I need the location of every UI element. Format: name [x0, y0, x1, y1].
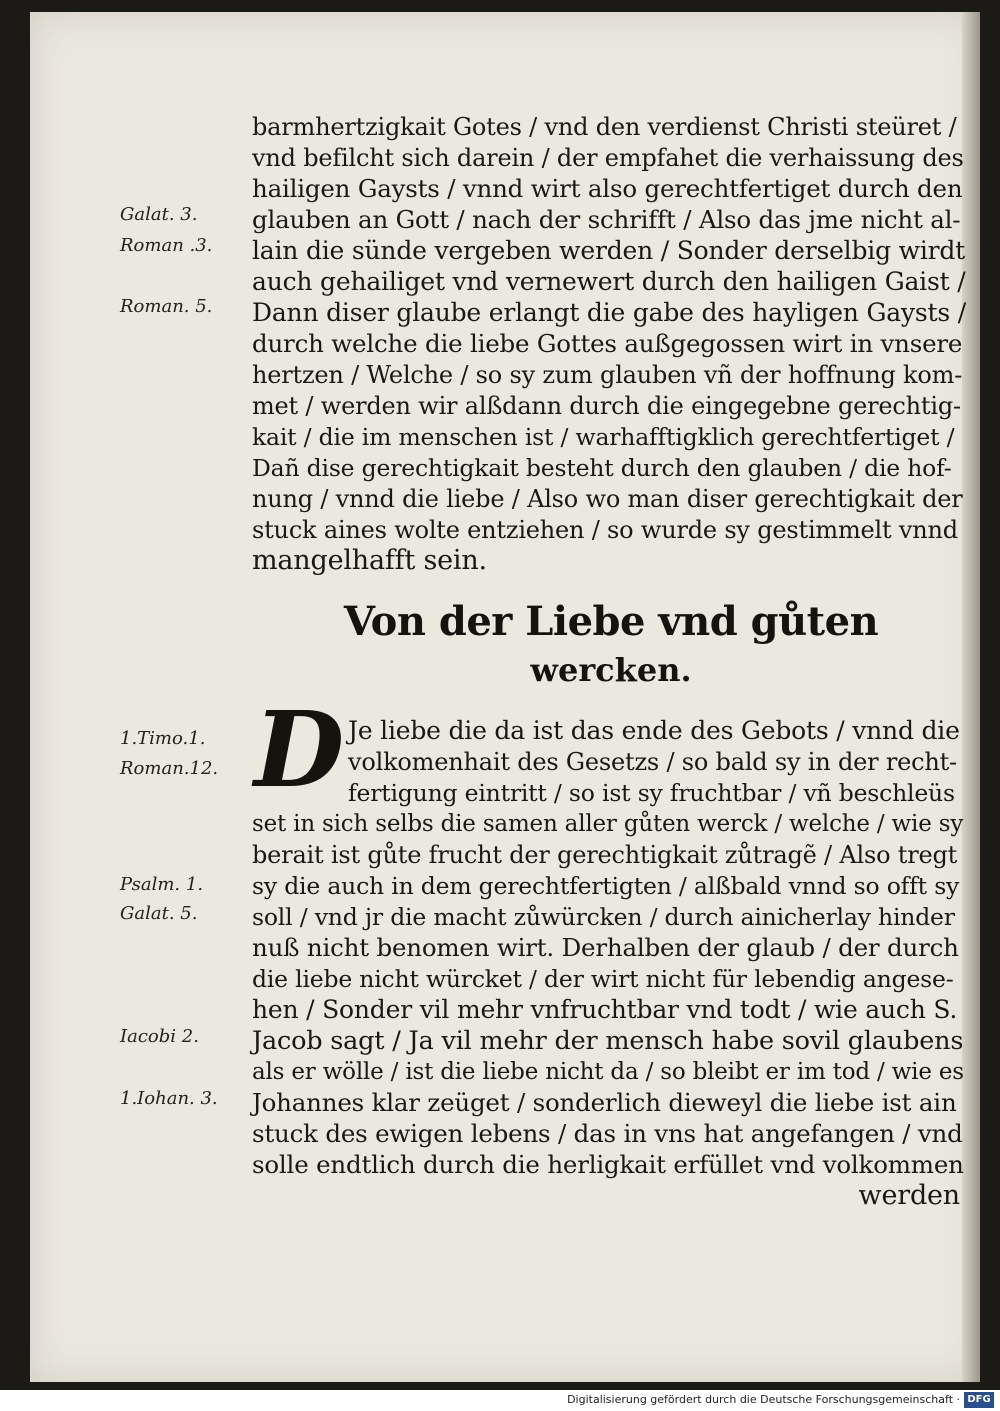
drop-cap-initial: D — [254, 688, 345, 811]
body-line: stuck aines wolte entziehen / so wurde sy gestimmelt vnnd — [252, 516, 958, 544]
footer-bar — [0, 1390, 1000, 1411]
margin-note-iohan-3: 1.Iohan. 3. — [120, 1088, 218, 1109]
margin-note-roman-12: Roman.12. — [120, 758, 219, 779]
body-line: set in sich selbs die samen aller gůten werck / welche / wie sy — [252, 811, 964, 837]
margin-note-timo-1: 1.Timo.1. — [120, 728, 206, 749]
margin-note-iacobi-2: Iacobi 2. — [120, 1026, 199, 1047]
body-line: volkomenhait des Gesetzs / so bald sy in der recht- — [348, 748, 957, 776]
body-line: stuck des ewigen lebens / das in vns hat angefangen / vnd — [252, 1119, 963, 1148]
dfg-logo: DFG — [964, 1392, 994, 1408]
margin-note-galat-3: Galat. 3. — [120, 204, 198, 225]
body-line: vnd befilcht sich darein / der empfahet die verhaissung des — [252, 144, 964, 172]
body-line: Dann diser glaube erlangt die gabe des hayligen Gaysts / — [252, 298, 966, 327]
body-line: die liebe nicht würcket / der wirt nicht für lebendig angese- — [252, 965, 954, 993]
body-line: hailigen Gaysts / vnnd wirt also gerechtfertiget durch den — [252, 174, 963, 203]
body-line: glauben an Gott / nach der schrifft / Also das jme nicht al- — [252, 205, 961, 234]
body-line: Dañ dise gerechtigkait besteht durch den glauben / die hof- — [252, 454, 952, 482]
body-line: solle endtlich durch die herligkait erfüllet vnd volkommen — [252, 1150, 964, 1179]
funding-credit: Digitalisierung gefördert durch die Deutsche Forschungsgemeinschaft · — [567, 1393, 960, 1406]
section-heading-continued: wercken. — [530, 651, 692, 689]
body-line: Je liebe die da ist das ende des Gebots / vnnd die — [348, 716, 960, 745]
body-line: nuß nicht benomen wirt. Derhalben der glaub / der durch — [252, 933, 959, 962]
body-line: met / werden wir alßdann durch die eingegebne gerechtig- — [252, 392, 961, 420]
body-line: sy die auch in dem gerechtfertigten / alßbald vnnd so offt sy — [252, 872, 960, 900]
body-line: berait ist gůte frucht der gerechtigkait zůtragẽ / Also tregt — [252, 841, 958, 869]
body-line: kait / die im menschen ist / warhafftigklich gerechtfertiget / — [252, 423, 955, 451]
margin-note-roman-3: Roman .3. — [120, 235, 213, 256]
body-line: soll / vnd jr die macht zůwürcken / durch ainicherlay hinder — [252, 903, 955, 931]
body-line: lain die sünde vergeben werden / Sonder derselbig wirdt — [252, 236, 966, 265]
body-line: Johannes klar zeüget / sonderlich dieweyl die liebe ist ain — [252, 1088, 957, 1117]
body-line: als er wölle / ist die liebe nicht da / so bleibt er im tod / wie es — [252, 1059, 964, 1085]
page-gutter — [962, 12, 980, 1382]
body-line: barmhertzigkait Gotes / vnd den verdienst Christi steüret / — [252, 113, 957, 141]
body-line: nung / vnnd die liebe / Also wo man diser gerechtigkait der — [252, 485, 963, 513]
body-line: fertigung eintritt / so ist sy fruchtbar / vñ beschleüs — [348, 779, 955, 807]
body-line: hen / Sonder vil mehr vnfruchtbar vnd todt / wie auch S. — [252, 995, 958, 1024]
body-line: Jacob sagt / Ja vil mehr der mensch habe sovil glaubens — [252, 1026, 964, 1056]
body-line: durch welche die liebe Gottes außgegossen wirt in vnsere — [252, 329, 963, 358]
body-line: mangelhafft sein. — [252, 545, 487, 576]
book-page — [30, 12, 980, 1382]
margin-note-psalm-1: Psalm. 1. — [120, 874, 204, 895]
section-heading: Von der Liebe vnd gůten — [343, 598, 879, 645]
body-line: hertzen / Welche / so sy zum glauben vñ der hoffnung kom- — [252, 361, 963, 389]
margin-note-galat-5: Galat. 5. — [120, 903, 198, 924]
body-line: auch gehailiget vnd vernewert durch den hailigen Gaist / — [252, 267, 966, 296]
margin-note-roman-5: Roman. 5. — [120, 296, 213, 317]
catchword: werden — [858, 1180, 960, 1211]
